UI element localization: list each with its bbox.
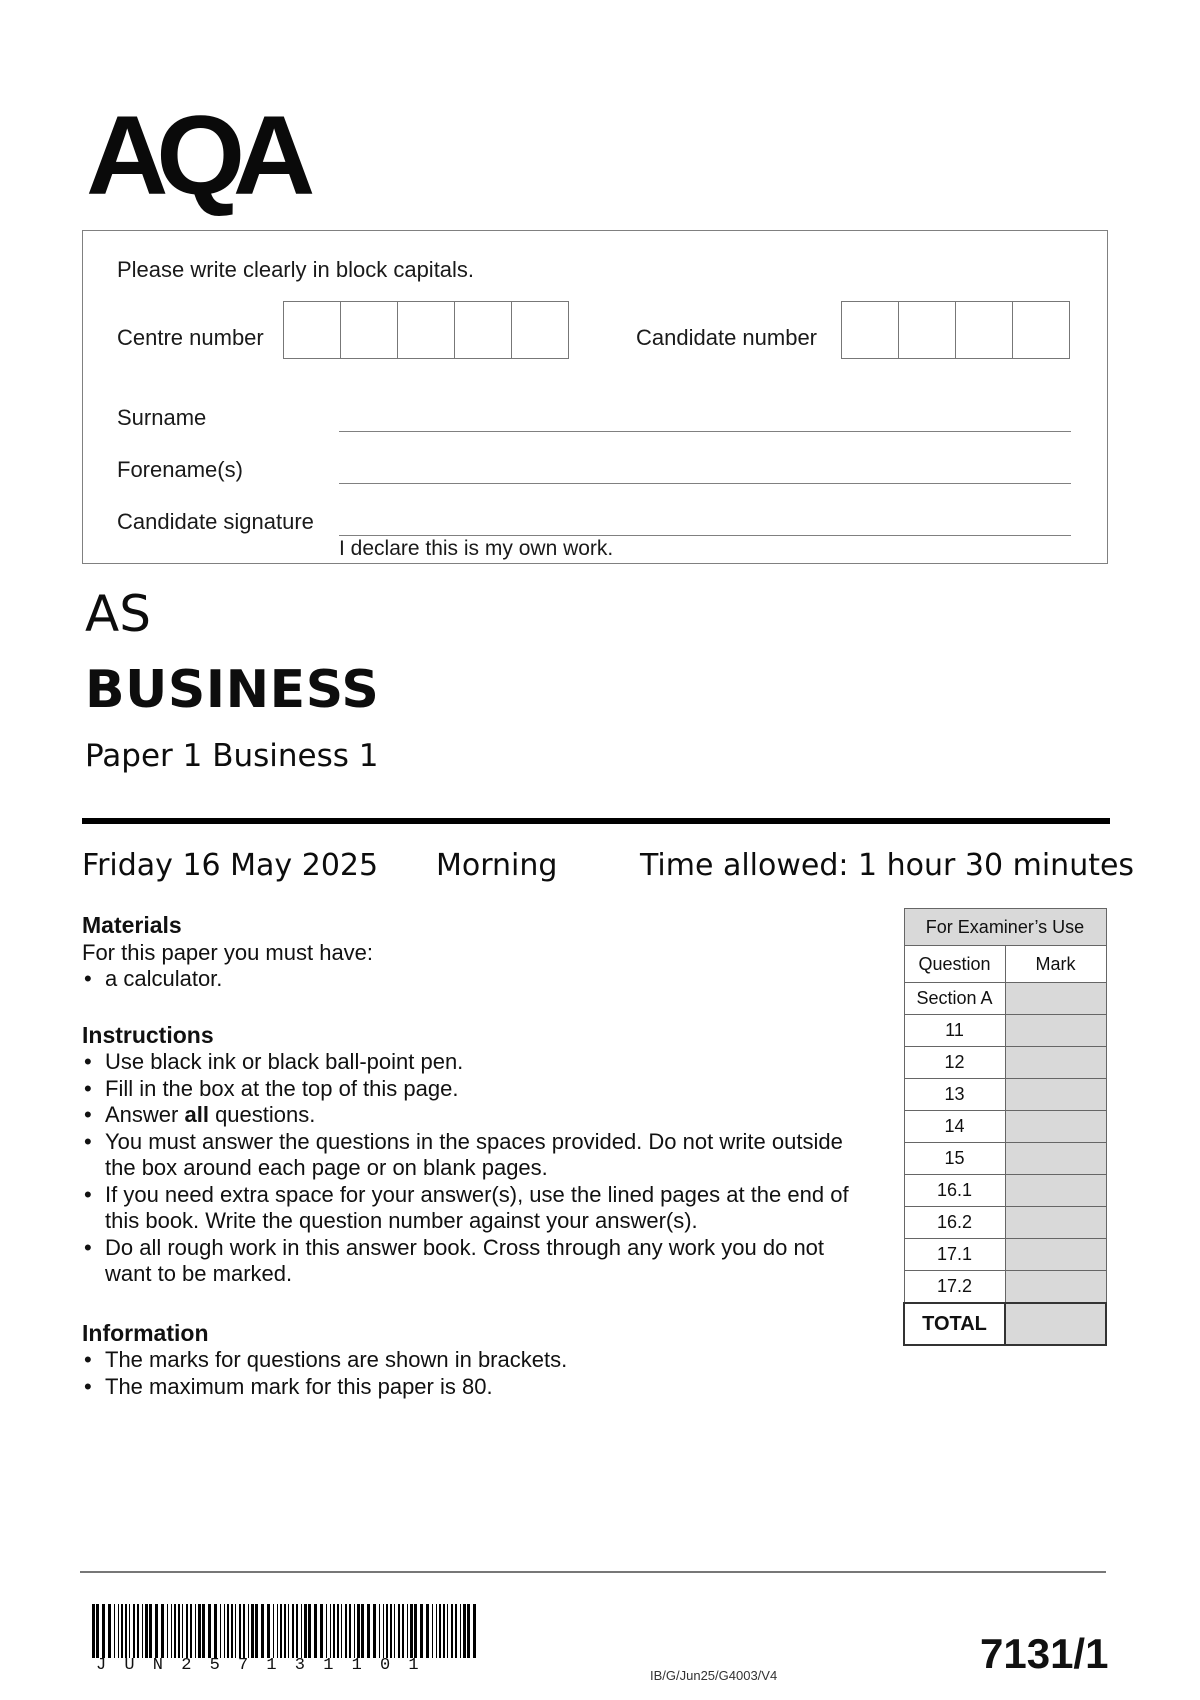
barcode-bar [314,1604,317,1658]
paper-code: 7131/1 [980,1630,1109,1677]
barcode-bar [137,1604,139,1658]
barcode-bar [439,1604,441,1658]
barcode-bar [326,1604,327,1658]
document-reference: IB/G/Jun25/G4003/V4 [650,1668,778,1683]
barcode-bar [304,1604,307,1658]
barcode-bar [301,1604,302,1658]
barcode-bar [102,1604,105,1658]
mark-cell [1005,1079,1106,1111]
barcode-bar [239,1604,241,1658]
barcode-bar [296,1604,298,1658]
candidate-number-cell[interactable] [956,302,1013,358]
centre-number-cell[interactable] [455,302,512,358]
mark-cell [1005,1111,1106,1143]
question-cell: 11 [904,1015,1005,1047]
instruction-item: • Use black ink or black ball-point pen. [82,1049,872,1076]
centre-number-cell[interactable] [341,302,398,358]
barcode-bar [467,1604,470,1658]
barcode-bar [171,1604,172,1658]
surname-line[interactable] [339,431,1071,432]
barcode-bar [214,1604,217,1658]
barcode-bar [149,1604,152,1658]
information-item: • The marks for questions are shown in brackets. [82,1347,872,1374]
mark-column-header: Mark [1005,946,1106,983]
total-label: TOTAL [904,1303,1005,1345]
barcode-bar [255,1604,258,1658]
block-capitals-instruction: Please write clearly in block capitals. [117,257,475,282]
barcode-bar [390,1604,392,1658]
barcode-bar [108,1604,111,1658]
examiner-table-title: For Examiner’s Use [904,909,1106,946]
exam-session: Morning [436,848,558,883]
barcode-bar [243,1604,245,1658]
barcode-bar [182,1604,183,1658]
barcode-bar [443,1604,445,1658]
barcode [92,1604,478,1658]
declaration-text: I declare this is my own work. [339,537,614,560]
barcode-bar [463,1604,466,1658]
question-cell: 12 [904,1047,1005,1079]
barcode-bar [414,1604,417,1658]
barcode-bar [280,1604,282,1658]
exam-level: AS [85,585,151,643]
instruction-item: • Fill in the box at the top of this page. [82,1076,872,1103]
barcode-bar [251,1604,254,1658]
barcode-bar [190,1604,192,1658]
barcode-bar [121,1604,123,1658]
barcode-bar [373,1604,376,1658]
question-cell: Section A [904,983,1005,1015]
materials-section [82,912,882,993]
question-cell: 14 [904,1111,1005,1143]
barcode-bar [92,1604,95,1658]
barcode-bar [273,1604,274,1658]
barcode-text: JUN257131101 [96,1656,437,1675]
barcode-bar [174,1604,176,1658]
barcode-bar [407,1604,408,1658]
barcode-bar [227,1604,229,1658]
mark-cell [1005,1207,1106,1239]
mark-cell [1005,1175,1106,1207]
materials-intro: For this paper you must have: [82,940,374,965]
barcode-bar [320,1604,323,1658]
materials-item: • a calculator. [82,966,882,993]
centre-number-label: Centre number [117,325,264,350]
barcode-bar [96,1604,99,1658]
barcode-bar [345,1604,347,1658]
barcode-bar [426,1604,429,1658]
question-cell: 13 [904,1079,1005,1111]
instructions-section [82,1022,872,1288]
barcode-bar [267,1604,270,1658]
barcode-bar [410,1604,413,1658]
barcode-bar [386,1604,388,1658]
mark-cell [1005,1271,1106,1304]
barcode-bar [394,1604,395,1658]
barcode-bar [288,1604,289,1658]
barcode-bar [341,1604,342,1658]
time-allowed: Time allowed: 1 hour 30 minutes [640,848,1135,883]
candidate-number-cell[interactable] [842,302,899,358]
barcode-bar [436,1604,437,1658]
barcode-bar [460,1604,461,1658]
barcode-bar [261,1604,264,1658]
instructions-heading: Instructions [82,1022,214,1048]
candidate-number-label: Candidate number [636,325,818,350]
barcode-bar [420,1604,423,1658]
centre-number-cell[interactable] [512,302,568,358]
barcode-bar [451,1604,453,1658]
barcode-bar [235,1604,236,1658]
mark-cell [1005,1015,1106,1047]
instruction-item: • Do all rough work in this answer book. Cross through any work you do not want to be marked. [82,1235,872,1288]
candidate-details-box [82,230,1108,564]
examiner-use-table [903,908,1107,1346]
centre-number-cell[interactable] [398,302,455,358]
materials-heading: Materials [82,912,182,938]
barcode-bar [361,1604,364,1658]
barcode-bar [455,1604,457,1658]
question-column-header: Question [904,946,1005,983]
barcode-bar [357,1604,360,1658]
question-cell: 16.1 [904,1175,1005,1207]
forename-line[interactable] [339,483,1071,484]
instruction-item: • If you need extra space for your answer(s), use the lined pages at the end of this book. Write the question number against your answer(s). [82,1182,872,1235]
barcode-bar [432,1604,433,1658]
barcode-bar [195,1604,196,1658]
exam-paper: Paper 1 Business 1 [85,738,379,774]
question-cell: 16.2 [904,1207,1005,1239]
barcode-bar [167,1604,168,1658]
barcode-bar [114,1604,115,1658]
candidate-number-boxes[interactable] [841,301,1070,359]
question-cell: 17.2 [904,1271,1005,1304]
mark-cell [1005,983,1106,1015]
barcode-bar [155,1604,158,1658]
barcode-bar [349,1604,351,1658]
total-mark-cell [1005,1303,1106,1345]
barcode-bar [142,1604,143,1658]
aqa-logo: AQA [86,93,304,218]
candidate-number-cell[interactable] [899,302,956,358]
barcode-bar [379,1604,380,1658]
barcode-bar [198,1604,201,1658]
barcode-bar [308,1604,311,1658]
barcode-bar [248,1604,249,1658]
mark-cell [1005,1239,1106,1271]
barcode-bar [129,1604,130,1658]
barcode-bar [161,1604,164,1658]
question-cell: 15 [904,1143,1005,1175]
barcode-bar [292,1604,294,1658]
barcode-bar [367,1604,370,1658]
barcode-bar [447,1604,448,1658]
candidate-number-cell[interactable] [1013,302,1069,358]
information-heading: Information [82,1320,209,1346]
question-cell: 17.1 [904,1239,1005,1271]
barcode-bar [220,1604,221,1658]
centre-number-cell[interactable] [284,302,341,358]
barcode-bar [186,1604,188,1658]
barcode-bar [383,1604,384,1658]
signature-line[interactable] [339,535,1071,536]
instruction-item: • Answer all questions. [82,1102,872,1129]
barcode-bar [118,1604,119,1658]
barcode-bar [337,1604,339,1658]
barcode-bar [398,1604,400,1658]
barcode-bar [354,1604,355,1658]
barcode-bar [178,1604,180,1658]
barcode-bar [202,1604,205,1658]
barcode-bar [231,1604,233,1658]
divider-thin [80,1571,1106,1573]
barcode-bar [133,1604,135,1658]
information-section [82,1320,872,1400]
barcode-bar [125,1604,127,1658]
barcode-bar [224,1604,225,1658]
exam-date: Friday 16 May 2025 [82,848,379,883]
mark-cell [1005,1143,1106,1175]
exam-subject: BUSINESS [85,660,380,720]
barcode-bar [333,1604,335,1658]
signature-label: Candidate signature [117,509,314,534]
information-item: • The maximum mark for this paper is 80. [82,1374,872,1401]
surname-label: Surname [117,405,207,430]
barcode-bar [208,1604,211,1658]
barcode-bar [284,1604,286,1658]
divider-thick [82,818,1110,824]
barcode-bar [330,1604,331,1658]
centre-number-boxes[interactable] [283,301,569,359]
barcode-bar [277,1604,278,1658]
forename-label: Forename(s) [117,457,243,482]
barcode-bar [473,1604,476,1658]
barcode-bar [402,1604,404,1658]
mark-cell [1005,1047,1106,1079]
instruction-item: • You must answer the questions in the spaces provided. Do not write outside the box around each page or on blank pages. [82,1129,872,1182]
barcode-bar [145,1604,148,1658]
